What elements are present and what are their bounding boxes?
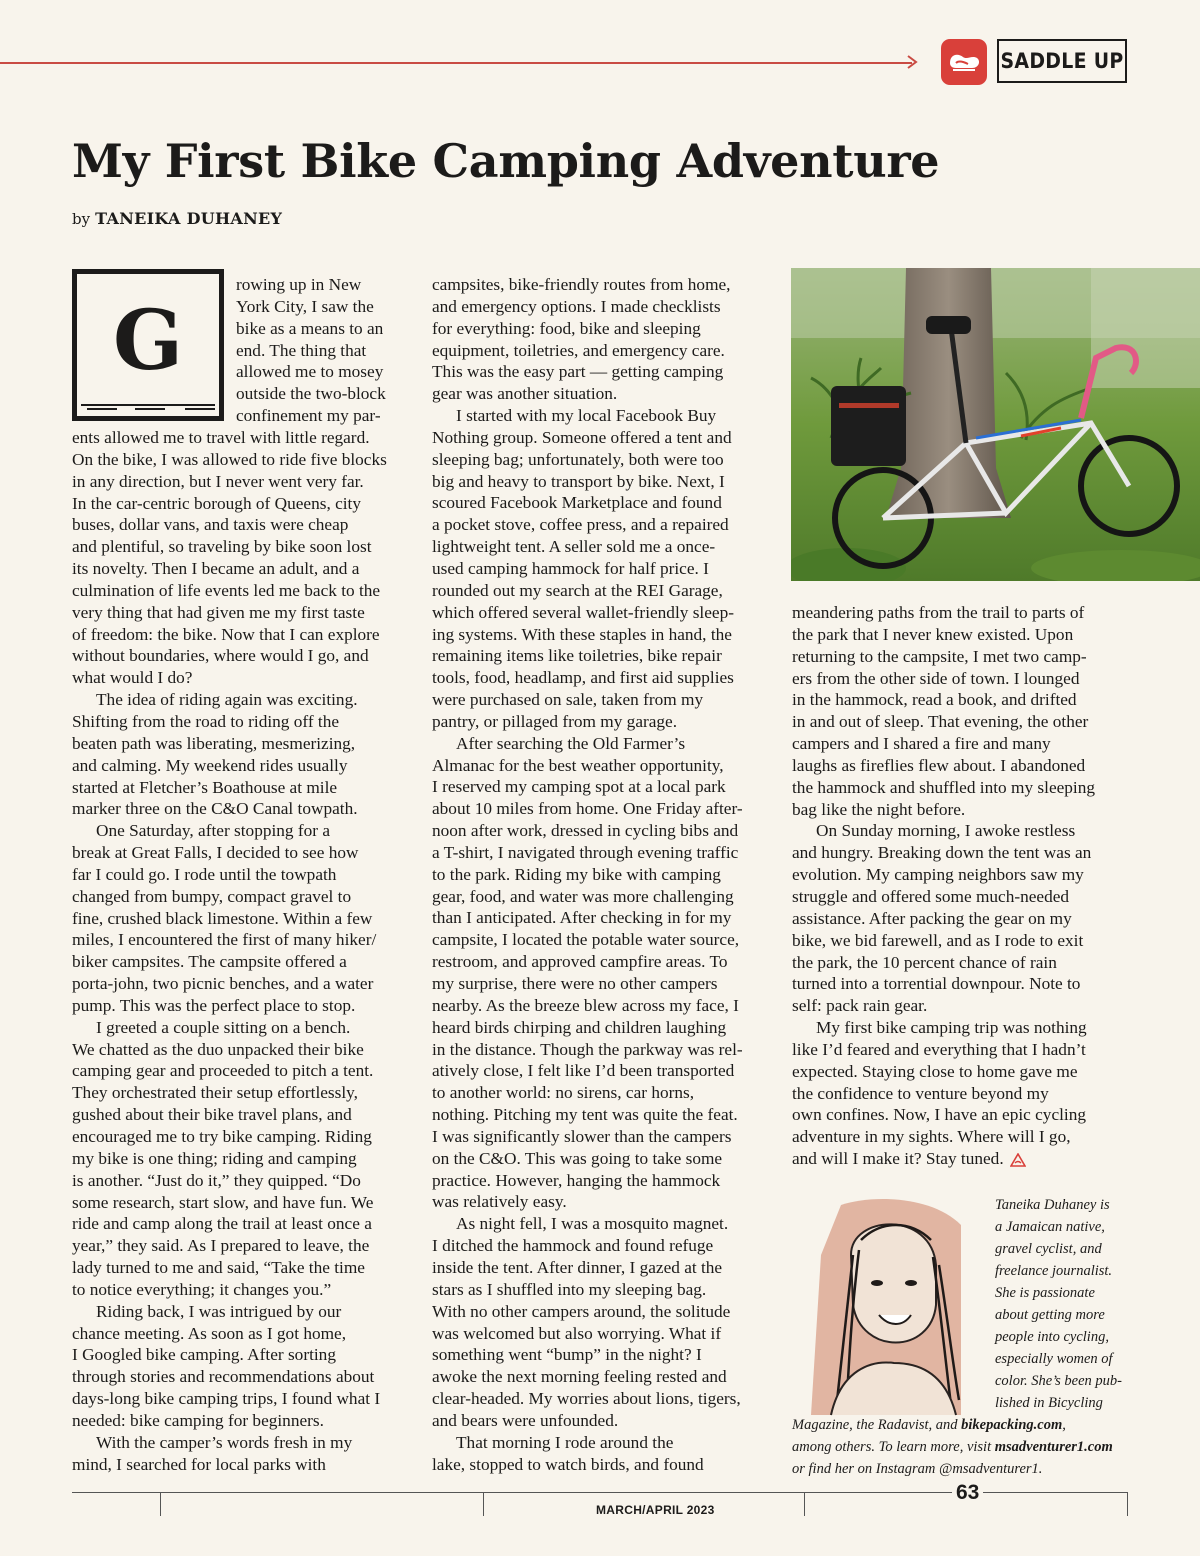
text-line: break at Great Falls, I decided to see how [72,843,359,863]
text-line: my bike is one thing; riding and camping [72,1148,357,1168]
text-line: and hungry. Breaking down the tent was an [792,843,1092,863]
text-line: bike, we bid farewell, and as I rode to exit [792,930,1084,950]
text-line: my surprise, there were no other campers [432,974,718,993]
text-line: was relatively easy. [432,1192,567,1212]
text-line: is another. “Just do it,” they quipped. “Do [72,1170,361,1190]
bio-line: Taneika Duhaney is [995,1197,1110,1213]
bio-line: gravel cyclist, and [995,1241,1102,1257]
text-line: rounded out my search at the REI Garage, [432,580,723,600]
text-line: ers from the other side of town. I lounged [792,668,1080,688]
text-line: what would I do? [72,668,193,688]
text-line: year,” they said. As I prepared to leave, the [72,1236,370,1256]
text-line: clear-headed. My worries about lions, tigers, [432,1389,741,1409]
bio-line: She is passionate [995,1285,1095,1301]
bio-text-part: , [1062,1417,1066,1433]
bio-text-part: or find her on Instagram @msadventurer1. [792,1461,1043,1477]
text-line: the hammock and shuffled into my sleeping [792,777,1096,797]
text-line: buses, dollar vans, and taxis were cheap [72,515,349,535]
text-line: awoke the next morning feeling rested and [432,1367,727,1387]
bio-text-part: Magazine, the Radavist, and [792,1417,962,1433]
footer-tick [160,1492,161,1516]
text-line: to the park. Riding my bike with camping [432,864,721,884]
text-line: We chatted as the duo unpacked their bike [72,1039,364,1059]
text-line: practice. However, hanging the hammock [432,1170,721,1190]
text-line: pump. This was the perfect place to stop. [72,995,356,1015]
text-line: ents allowed me to travel with little regard. [72,428,370,447]
text-line: gushed about their bike travel plans, and [72,1105,352,1125]
text-line: bag like the night before. [792,799,966,819]
text-line: and calming. My weekend rides usually [72,755,348,775]
text-line: campsites, bike-friendly routes from home, [432,275,731,294]
author-bio [791,1195,1131,1485]
text-line: far I could go. I rode until the towpath [72,864,337,884]
text-line: I ditched the hammock and found refuge [432,1236,714,1256]
text-line: rowing up in New [236,275,362,294]
byline [72,208,282,230]
text-line: adventure in my sights. Where will I go, [792,1127,1071,1147]
text-line: tools, food, headlamp, and first aid supplies [432,668,734,688]
text-line: stars as I shuffled into my sleeping bag. [432,1279,707,1299]
text-line: own confines. Now, I have an epic cycling [792,1105,1087,1125]
bio-line: color. She’s been pub- [995,1373,1122,1389]
text-line: campers and I shared a fire and many [792,734,1051,754]
text-line: were purchased on sale, taken from my [432,690,704,710]
text-line: nearby. As the breeze blew across my face, I [432,995,739,1015]
text-line: sleeping bag; unfortunately, both were too [432,449,724,469]
end-mark-icon [1010,1153,1026,1167]
text-line: lake, stopped to watch birds, and found [432,1454,704,1474]
author-name: TANEIKA DUHANEY [95,209,283,228]
text-line: a T-shirt, I navigated through evening traffic [432,842,739,862]
author-portrait [791,1195,991,1425]
saddle-logo-icon [941,39,987,85]
text-line: turned into a torrential downpour. Note to [792,974,1081,994]
text-line: They orchestrated their setup effortlessly, [72,1083,359,1103]
text-line: for everything: food, bike and sleeping [432,318,701,338]
text-line: struggle and offered some much-needed [792,886,1070,906]
drop-cap-ornament [81,404,215,412]
text-line: ing systems. With these staples in hand, the [432,624,732,644]
text-line: I was significantly slower than the campers [432,1126,732,1146]
text-line: bike as a means to an [236,318,384,338]
text-line: I greeted a couple sitting on a bench. [96,1017,351,1037]
column-1 [72,427,387,1476]
text-line: culmination of life events led me back to the [72,580,381,600]
bio-line [792,1436,1113,1458]
text-line: the park, the 10 percent chance of rain [792,952,1057,972]
text-line: biker campsites. The campsite offered a [72,952,347,972]
text-line: After searching the Old Farmer’s [456,733,686,753]
footer-tick [1127,1492,1128,1516]
text-line: started at Fletcher’s Boathouse at mile [72,777,338,797]
text-line: inside the tent. After dinner, I gazed at the [432,1257,723,1277]
bio-line: a Jamaican native, [995,1219,1105,1235]
text-line: which offered several wallet-friendly sleep- [432,602,734,622]
text-line: the confidence to venture beyond my [792,1083,1049,1103]
text-line: and bears were unfounded. [432,1410,619,1430]
text-line: I started with my local Facebook Buy [456,406,717,426]
bio-line: about getting more [995,1307,1105,1323]
text-line: like I’d feared and everything that I hadn’t [792,1039,1086,1059]
text-line: pantry, or pillaged from my garage. [432,711,678,731]
text-line: to another world: no sirens, car horns, [432,1083,695,1103]
text-line: heard birds chirping and children laughing [432,1017,727,1037]
drop-cap-letter: G [112,293,184,389]
text-line: miles, I encountered the first of many hiker/ [72,930,377,950]
footer-tick [483,1492,484,1516]
text-line: very thing that had given me my first taste [72,602,365,622]
bio-line: especially women of [995,1351,1113,1367]
text-line: in any direction, but I never went very far. [72,471,364,491]
text-line: expected. Staying close to home gave me [792,1061,1078,1081]
bio-link[interactable]: bikepacking.com [961,1417,1063,1433]
text-line: With no other campers around, the solitude [432,1301,731,1321]
text-line: I Googled bike camping. After sorting [72,1345,336,1365]
text-line: the park that I never knew existed. Upon [792,624,1074,644]
text-line: used camping hammock for half price. I [432,558,709,578]
drop-cap [72,269,224,421]
text-line: My first bike camping trip was nothing [816,1018,1087,1038]
bio-line: lished in Bicycling [995,1395,1103,1411]
text-line: restroom, and approved campfire areas. To [432,952,728,972]
text-line: noon after work, dressed in cycling bibs and [432,821,739,841]
text-line: campsite, I located the potable water source, [432,930,740,950]
text-line: lightweight tent. A seller sold me a once- [432,537,716,557]
text-line: Nothing group. Someone offered a tent and [432,427,732,447]
text-line: atively close, I felt like I’d been transported [432,1061,735,1081]
article-title: My First Bike Camping Adventure [72,134,940,188]
text-line: and emergency options. I made checklists [432,296,721,316]
text-line: ride and camp along the trail at least once a [72,1214,372,1234]
text-line: remaining items like toiletries, bike repair [432,646,722,666]
bio-line [792,1458,1042,1480]
text-line: and will I make it? Stay tuned. [792,1148,1095,1170]
text-line: its novelty. Then I became an adult, and a [72,559,360,579]
text-line: encouraged me to try bike camping. Riding [72,1127,372,1146]
text-line: In the car-centric borough of Queens, city [72,493,361,513]
text-line: I reserved my camping spot at a local park [432,777,726,797]
text-line: self: pack rain gear. [792,996,928,1016]
text-line: scoured Facebook Marketplace and found [432,493,722,513]
text-line: evolution. My camping neighbors saw my [792,865,1084,885]
text-line: beaten path was liberating, mesmerizing, [72,733,356,753]
text-line: lady turned to me and said, “Take the time [72,1258,365,1278]
bio-text-part: among others. To learn more, visit [792,1439,995,1455]
text-line: needed: bike camping for beginners. [72,1410,324,1430]
text-line: Riding back, I was intrigued by our [96,1301,342,1321]
text-line: allowed me to mosey [236,362,384,382]
text-line: Shifting from the road to riding off the [72,711,340,731]
text-line: As night fell, I was a mosquito magnet. [456,1214,729,1234]
text-line: some research, start slow, and have fun. We [72,1192,374,1212]
column-2 [432,274,743,1475]
bike-photo [791,268,1200,581]
text-line: gear was another situation. [432,384,618,404]
text-line: On the bike, I was allowed to ride five blocks [72,449,387,469]
text-line: in and out of sleep. That evening, the other [792,712,1089,732]
text-line: in the distance. Though the parkway was rel- [432,1039,743,1059]
text-line: days-long bike camping trips, I found what I [72,1389,381,1409]
text-line: marker three on the C&O Canal towpath. [72,799,358,819]
text-line: That morning I rode around the [456,1432,674,1452]
text-line: With the camper’s words fresh in my [96,1432,353,1452]
section-label: SADDLE UP [997,39,1127,83]
text-line: changed from bumpy, compact gravel to [72,886,352,906]
footer-tick [804,1492,805,1516]
text-line: something went “bump” in the night? I [432,1345,702,1365]
bio-line: people into cycling, [995,1329,1109,1345]
text-line: big and heavy to transport by bike. Next, I [432,471,725,491]
bio-line [792,1414,1066,1436]
text-line: One Saturday, after stopping for a [96,821,331,841]
text-line: The idea of riding again was exciting. [96,690,358,710]
text-line: equipment, toiletries, and emergency care. [432,340,725,360]
byline-prefix: by [72,210,91,228]
bio-link[interactable]: msadventurer1.com [994,1439,1113,1455]
text-line: assistance. After packing the gear on my [792,908,1072,928]
text-line: in the hammock, read a book, and drifted [792,690,1077,710]
text-line: mind, I searched for local parks with [72,1454,326,1474]
text-line: on the C&O. This was going to take some [432,1148,723,1168]
text-line: about 10 miles from home. One Friday after- [432,799,743,819]
text-line: a pocket stove, coffee press, and a repaired [432,515,729,535]
column-1-wrap [236,274,386,427]
text-line: On Sunday morning, I awoke restless [816,821,1076,841]
text-line: Almanac for the best weather opportunity, [432,755,724,775]
text-line: end. The thing that [236,340,367,360]
text-line: than I anticipated. After checking in for my [432,908,732,928]
text-line: without boundaries, where would I go, and [72,646,369,666]
text-line: outside the two-block [236,384,386,404]
text-line: camping gear and proceeded to pitch a tent. [72,1061,374,1081]
text-line: through stories and recommendations about [72,1367,375,1387]
bio-line: freelance journalist. [995,1263,1113,1279]
text-line: laughs as fireflies flew about. I abandoned [792,755,1086,775]
arrow-right-icon [905,55,919,69]
text-line: nothing. Pitching my tent was quite the feat. [432,1105,738,1125]
issue-date: MARCH/APRIL 2023 [596,1503,715,1517]
column-3 [792,602,1095,1170]
text-line: confinement my par- [236,406,381,426]
page-number: 63 [952,1481,983,1505]
text-line: to notice everything; it changes you.” [72,1279,332,1299]
text-line: and plentiful, so traveling by bike soon lost [72,537,372,557]
text-line: returning to the campsite, I met two camp- [792,646,1087,666]
text-line: was welcomed but also worrying. What if [432,1323,722,1343]
header-rule [0,62,912,64]
text-line: gear, food, and water was more challenging [432,886,734,906]
text-line: York City, I saw the [236,296,374,316]
text-line: meandering paths from the trail to parts of [792,603,1085,622]
text-line: chance meeting. As soon as I got home, [72,1323,347,1343]
text-line: fine, crushed black limestone. Within a few [72,908,373,928]
text-line: This was the easy part — getting camping [432,362,724,382]
text-line: porta-john, two picnic benches, and a water [72,974,374,994]
text-line: of freedom: the bike. Now that I can explore [72,624,380,644]
